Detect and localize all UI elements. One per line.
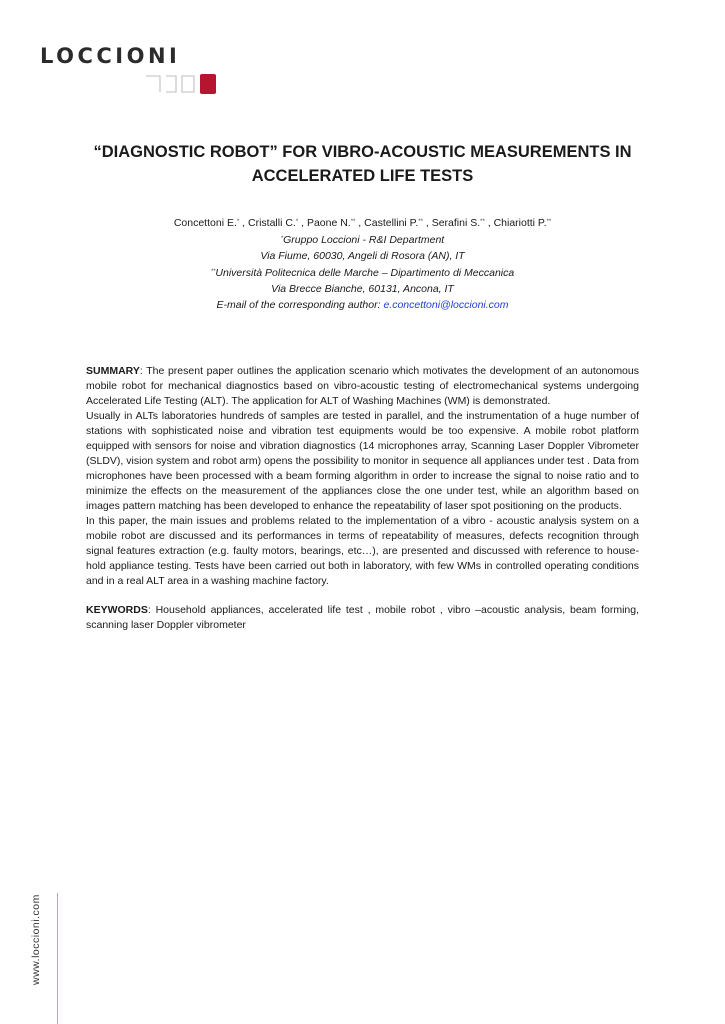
- author-sep: ,: [355, 217, 365, 229]
- keywords-paragraph: [86, 603, 639, 633]
- summary-paragraph-1: [86, 364, 639, 409]
- affiliation-2-address: Via Brecce Bianche, 60131, Ancona, IT: [271, 283, 454, 295]
- affiliation-1: [60, 231, 665, 248]
- author-block: [60, 214, 665, 313]
- affiliation-2: [60, 264, 665, 281]
- affiliation-2-name: Università Politecnica delle Marche – Dipartimento di Meccanica: [215, 267, 515, 279]
- affiliation-mark: *: [280, 236, 284, 242]
- author-sep: ,: [298, 217, 307, 229]
- title-line-2: ACCELERATED LIFE TESTS: [251, 167, 474, 185]
- keywords-label: KEYWORDS: [86, 604, 148, 616]
- summary-paragraph-2: Usually in ALTs laboratories hundreds of samples are tested in parallel, and the instrumentation of a huge number of stations with sophisticated noise and vibration test equipments would be too expensive. A mobile robot platform equipped with sensors for noise and vibration diagnostics (14 microphones array, Scanning Laser Doppler Vibrometer (SLDV), vision system and robot arm) opens the possibility to monitor in sequence all appliances under test . Data from microphones have been processed with a beam forming algorithm in order to increase the signal to noise ratio and to minimize the effects on the measurement of the appliances close the one under test, while an algorithm based on images pattern matching has been developed to enhance the repeatability of laser spot positioning on the products.: [86, 410, 639, 512]
- author-sep: ,: [484, 217, 494, 229]
- affiliation-1-address: Via Fiume, 60030, Angeli di Rosora (AN), IT: [260, 250, 465, 262]
- summary-text-1: : The present paper outlines the application scenario which motivates the development of an autonomous mobile robot for mechanical diagnostics based on vibro-acoustic testing of electromechanical systems undergoing Accelerated Life Testing (ALT). The application for ALT of Washing Machines (WM) is demonstrated.: [86, 365, 639, 407]
- email-line: [60, 297, 665, 313]
- author-mark: *: [236, 219, 240, 225]
- author-mark: **: [480, 219, 485, 225]
- affiliation-1-name: Gruppo Loccioni - R&I Department: [283, 234, 445, 246]
- email-link[interactable]: e.concettoni@loccioni.com: [383, 299, 509, 311]
- author-list: [60, 214, 665, 231]
- author-mark: *: [295, 219, 299, 225]
- author-sep: ,: [239, 217, 248, 229]
- author-sep: ,: [422, 217, 432, 229]
- affiliation-mark: **: [210, 269, 216, 275]
- author-name: Concettoni E.: [173, 217, 237, 229]
- loccioni-logo: [40, 44, 230, 102]
- abstract-section: [86, 364, 639, 633]
- author-name: Castellini P.: [364, 217, 419, 229]
- summary-label: SUMMARY: [86, 365, 140, 377]
- author-name: Paone N.: [306, 217, 351, 229]
- logo-mark-icon: [144, 70, 224, 98]
- author-name: Cristalli C.: [247, 217, 296, 229]
- author-mark: **: [418, 219, 423, 225]
- sidebar-divider: [57, 893, 58, 1024]
- keywords-text: : Household appliances, accelerated life test , mobile robot , vibro –acoustic analysis, beam forming, scanning laser Doppler vibrometer: [86, 604, 639, 631]
- title-line-1: “DIAGNOSTIC ROBOT” FOR VIBRO-ACOUSTIC MEASUREMENTS IN: [93, 143, 632, 161]
- email-label: E-mail of the corresponding author:: [216, 299, 384, 311]
- author-mark: **: [546, 219, 552, 225]
- logo-wordmark: LOCCIONI: [40, 44, 181, 68]
- author-mark: **: [350, 219, 356, 225]
- summary-paragraph-3: In this paper, the main issues and problems related to the implementation of a vibro - acoustic analysis system on a mobile robot are discussed and its performances in terms of repeatability of measures, defects recognition through signal features extraction (e.g. faulty motors, bearings, etc…), are presented and discussed with reference to house-hold appliance testing. Tests have been carried out both in laboratory, with few WMs in controlled operating conditions and in a real ALT area in a washing machine factory.: [86, 515, 639, 587]
- sidebar-url: www.loccioni.com: [30, 894, 42, 985]
- author-name: Serafini S.: [431, 217, 481, 229]
- paper-title: [60, 140, 665, 188]
- author-name: Chiariotti P.: [493, 217, 547, 229]
